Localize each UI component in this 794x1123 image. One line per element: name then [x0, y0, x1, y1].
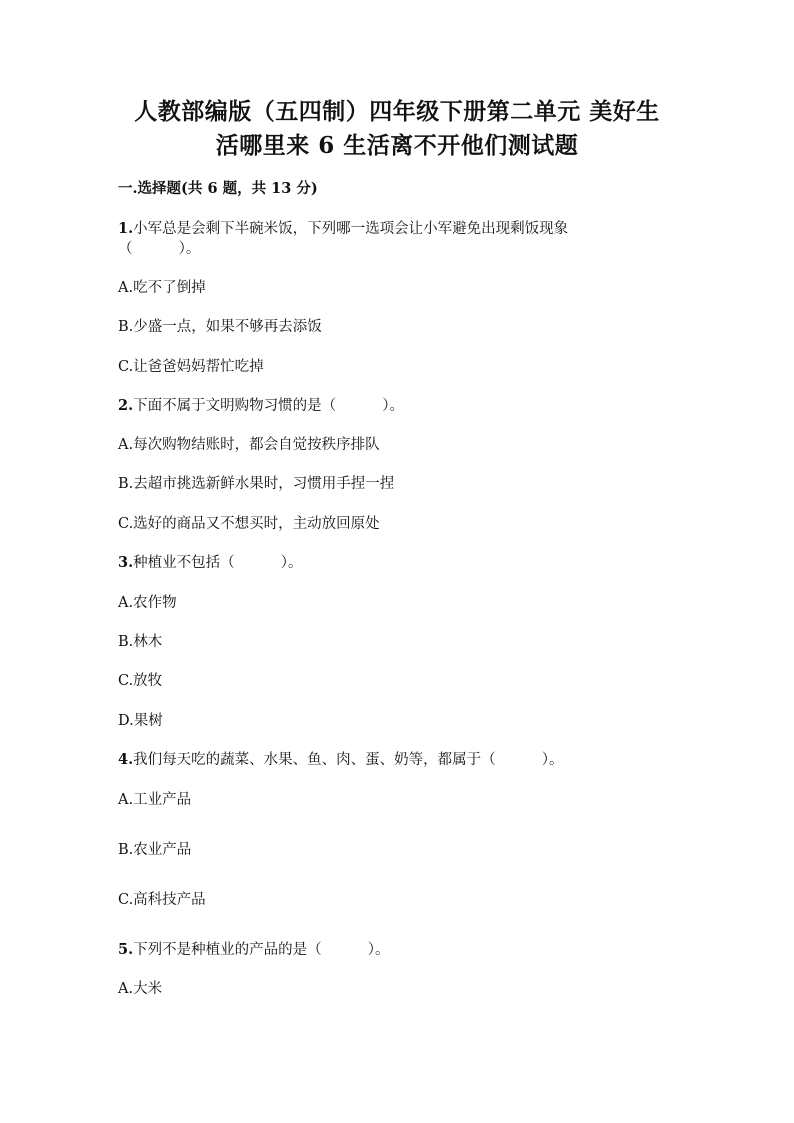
- question-4-option-c: C.高科技产品: [118, 892, 206, 908]
- question-2-option-c: C.选好的商品又不想买时，主动放回原处: [118, 516, 380, 532]
- question-number: 5.: [118, 941, 134, 958]
- question-1-option-a: A.吃不了倒掉: [118, 280, 206, 296]
- question-1-stem-continuation: （ ）。: [118, 241, 201, 257]
- question-3-option-c: C.放牧: [118, 673, 163, 689]
- question-text: 种植业不包括（ ）。: [133, 555, 303, 571]
- document-title-line-2: 活哪里来 6 生活离不开他们测试题: [215, 132, 579, 159]
- question-3-option-b: B.林木: [118, 634, 163, 650]
- question-2-option-a: A.每次购物结账时，都会自觉按秩序排队: [118, 437, 380, 453]
- question-4-option-a: A.工业产品: [118, 792, 192, 808]
- document-title-line-1: 人教部编版（五四制）四年级下册第二单元 美好生: [134, 98, 660, 125]
- question-1-option-c: C.让爸爸妈妈帮忙吃掉: [118, 359, 264, 375]
- question-text: 下列不是种植业的产品的是（ ）。: [133, 942, 390, 958]
- question-2-stem: [118, 396, 404, 416]
- question-3-stem: [118, 553, 302, 573]
- question-5-stem: [118, 940, 389, 960]
- question-4-option-b: B.农业产品: [118, 842, 192, 858]
- question-1-stem: [118, 219, 568, 239]
- question-number: 1.: [118, 220, 134, 237]
- question-number: 3.: [118, 554, 134, 571]
- question-4-stem: [118, 750, 563, 770]
- question-text: 下面不属于文明购物习惯的是（ ）。: [133, 398, 404, 414]
- question-number: 2.: [118, 397, 134, 414]
- question-3-option-a: A.农作物: [118, 595, 177, 611]
- section-heading: 一.选择题(共 6 题，共 13 分): [118, 180, 318, 197]
- question-1-option-b: B.少盛一点，如果不够再去添饭: [118, 319, 322, 335]
- question-5-option-a: A.大米: [118, 981, 163, 997]
- question-number: 4.: [118, 751, 134, 768]
- question-text: 小军总是会剩下半碗米饭，下列哪一选项会让小军避免出现剩饭现象: [133, 221, 569, 237]
- question-3-option-d: D.果树: [118, 713, 163, 729]
- question-text: 我们每天吃的蔬菜、水果、鱼、肉、蛋、奶等，都属于（ ）。: [133, 752, 564, 768]
- question-2-option-b: B.去超市挑选新鲜水果时，习惯用手捏一捏: [118, 476, 395, 492]
